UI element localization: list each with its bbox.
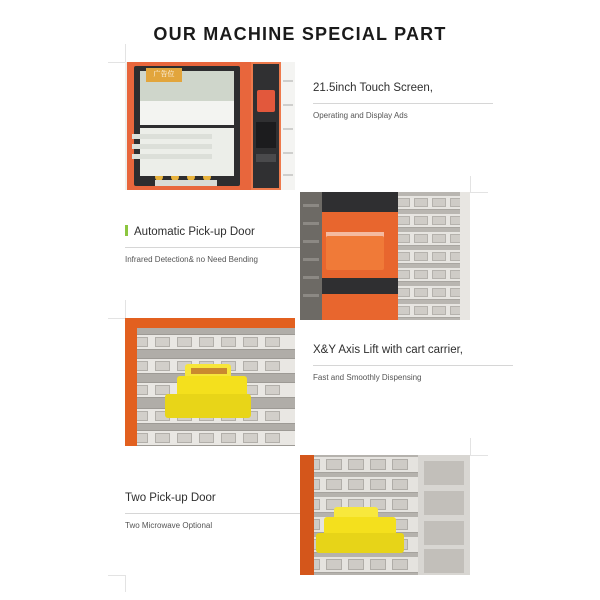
- caption-divider: [125, 513, 305, 514]
- accent-bar-icon: [125, 225, 128, 236]
- guide-line-right-top: [470, 176, 471, 192]
- lift-cart-carrier-photo: [300, 192, 470, 320]
- caption-divider: [313, 365, 513, 366]
- feature-headline-automatic-pickup-door: [125, 225, 315, 238]
- caption-touch-screen: [313, 82, 493, 120]
- pickup-door-photo: [300, 455, 470, 575]
- vending-machine-front-photo: [125, 62, 295, 190]
- feature-headline-two-pickup-door: Two Pick-up Door: [125, 492, 216, 504]
- guide-line-left: [125, 44, 126, 62]
- feature-headline-xy-axis-lift: X&Y Axis Lift with cart carrier,: [313, 344, 463, 356]
- guide-line-bottom-left-v: [125, 575, 126, 592]
- guide-line-mid-v: [125, 300, 126, 318]
- guide-line-top-left: [108, 62, 125, 63]
- feature-subtext-automatic-pickup-door: Infrared Detection& no Need Bending: [125, 255, 258, 264]
- guide-line-right: [470, 192, 488, 193]
- caption-divider: [313, 103, 493, 104]
- feature-subtext-touch-screen: Operating and Display Ads: [313, 111, 408, 120]
- feature-subtext-xy-axis-lift: Fast and Smoothly Dispensing: [313, 373, 422, 382]
- page-title: OUR MACHINE SPECIAL PART: [153, 24, 447, 44]
- guide-line-bottom-left: [108, 575, 125, 576]
- feature-headline-text: Automatic Pick-up Door: [134, 226, 255, 238]
- caption-two-pickup-door: [125, 492, 305, 530]
- guide-line-bottom-right: [470, 455, 488, 456]
- caption-divider: [125, 247, 315, 248]
- feature-subtext-two-pickup-door: Two Microwave Optional: [125, 521, 213, 530]
- screen-ad-placeholder: 广告位: [146, 68, 182, 82]
- guide-line-bottom-right-v: [470, 438, 471, 455]
- caption-xy-axis-lift: [313, 344, 513, 382]
- guide-line-mid: [108, 318, 125, 319]
- feature-headline-touch-screen: 21.5inch Touch Screen,: [313, 82, 433, 94]
- shelf-cart-photo: [125, 318, 295, 446]
- caption-automatic-pickup-door: [125, 225, 315, 264]
